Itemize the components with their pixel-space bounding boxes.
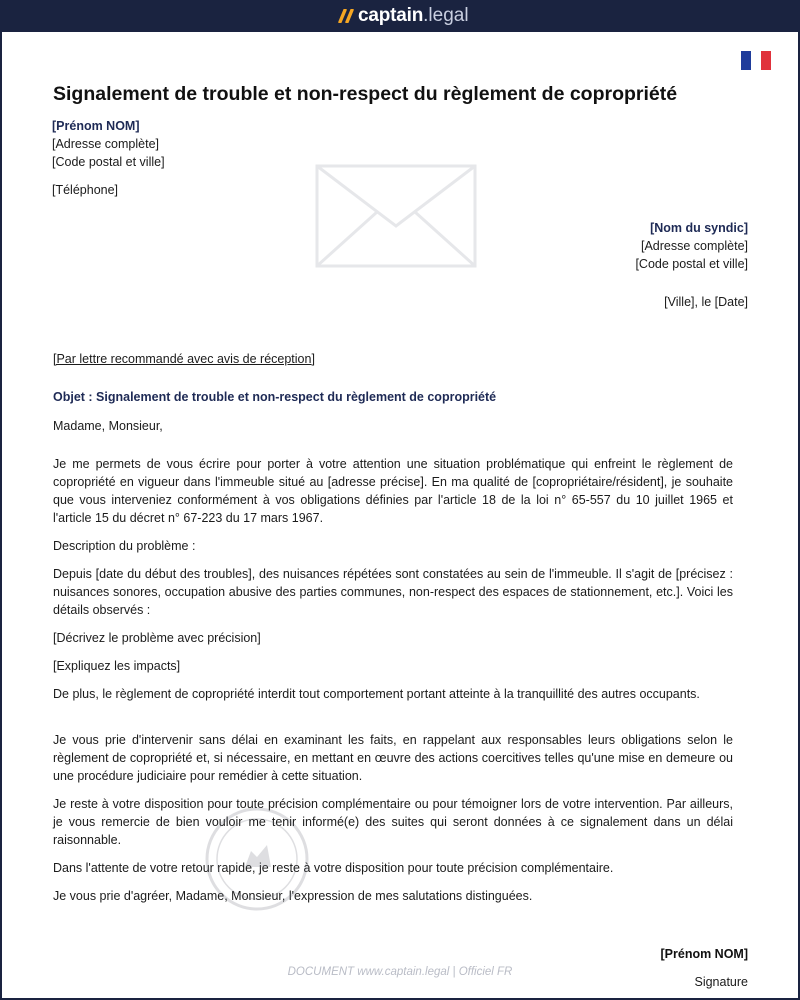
certified-stamp-icon [205, 807, 309, 911]
document-title: Signalement de trouble et non-respect du règlement de copropriété [53, 83, 678, 105]
place-date: [Ville], le [Date] [664, 295, 748, 309]
recipient-address: [Adresse complète] [641, 239, 748, 253]
document-page [2, 32, 798, 998]
recipient-postal: [Code postal et ville] [635, 257, 748, 271]
flag-stripe-blue [741, 51, 751, 70]
france-flag-icon [741, 51, 771, 70]
sender-address: [Adresse complète] [52, 137, 159, 151]
salutation: Madame, Monsieur, [53, 419, 163, 433]
sender-name: [Prénom NOM] [52, 119, 140, 133]
captain-legal-logo[interactable] [337, 4, 469, 28]
paragraph-impacts-placeholder: [Expliquez les impacts] [53, 659, 181, 673]
paragraph-request: Je vous prie d'intervenir sans délai en examinant les faits, en rappelant aux responsables leurs obligations selon le règlement de copropriété et, si nécessaire, en mettant en œuvre des actions coercitives telles qu'une mise en demeure ou une procédure judiciaire pour remédier à cette situation. [53, 733, 733, 783]
logo-mark-icon [337, 9, 355, 23]
paragraph-availability: Je reste à votre disposition pour toute précision complémentaire ou pour témoigner lors de votre intervention. Par ailleurs, je vous remercie de bien vouloir me tenir informé(e) des suites qui seront données à ce signalement dans un délai raisonnable. [53, 797, 733, 847]
envelope-icon [315, 164, 477, 268]
paragraph-closing: Je vous prie d'agréer, Madame, Monsieur, l'expression de mes salutations distinguées. [53, 889, 533, 903]
paragraph-waiting: Dans l'attente de votre retour rapide, je reste à votre disposition pour toute précision complémentaire. [53, 861, 614, 875]
signature-name: [Prénom NOM] [660, 947, 748, 961]
sender-postal: [Code postal et ville] [52, 155, 165, 169]
paragraph-problem-placeholder: [Décrivez le problème avec précision] [53, 631, 261, 645]
footer-note: DOCUMENT www.captain.legal | Officiel FR [287, 966, 513, 978]
paragraph-description-heading: Description du problème : [53, 539, 196, 553]
brand-tld: .legal [423, 5, 469, 26]
sender-phone: [Téléphone] [52, 183, 119, 197]
recipient-name: [Nom du syndic] [650, 221, 748, 235]
letter-subject: Objet : Signalement de trouble et non-respect du règlement de copropriété [53, 390, 497, 404]
top-bar [0, 0, 800, 32]
paragraph-rule: De plus, le règlement de copropriété interdit tout comportement portant atteinte à la tranquillité des autres occupants. [53, 687, 700, 701]
sending-mode: [Par lettre recommandé avec avis de réception] [53, 352, 315, 366]
brand-name: captain [358, 5, 424, 26]
paragraph-description: Depuis [date du début des troubles], des nuisances répétées sont constatées au sein de l'immeuble. Il s'agit de [précisez : nuisances sonores, occupation abusive des parties communes, non-respect des espaces de stationnement, etc.]. Voici les détails observés : [53, 567, 733, 617]
flag-stripe-white [751, 51, 761, 70]
flag-stripe-red [761, 51, 771, 70]
signature-label: Signature [694, 975, 748, 989]
paragraph-intro: Je me permets de vous écrire pour porter à votre attention une situation problématique qui enfreint le règlement de copropriété en vigueur dans l'immeuble situé au [adresse précise]. En ma qualité de [copropriétaire/résident], je souhaite que vous interveniez conformément à vos obligations définies par l'article 18 de la loi n° 65-557 du 10 juillet 1965 et l'article 15 du décret n° 67-223 du 17 mars 1967. [53, 457, 733, 525]
